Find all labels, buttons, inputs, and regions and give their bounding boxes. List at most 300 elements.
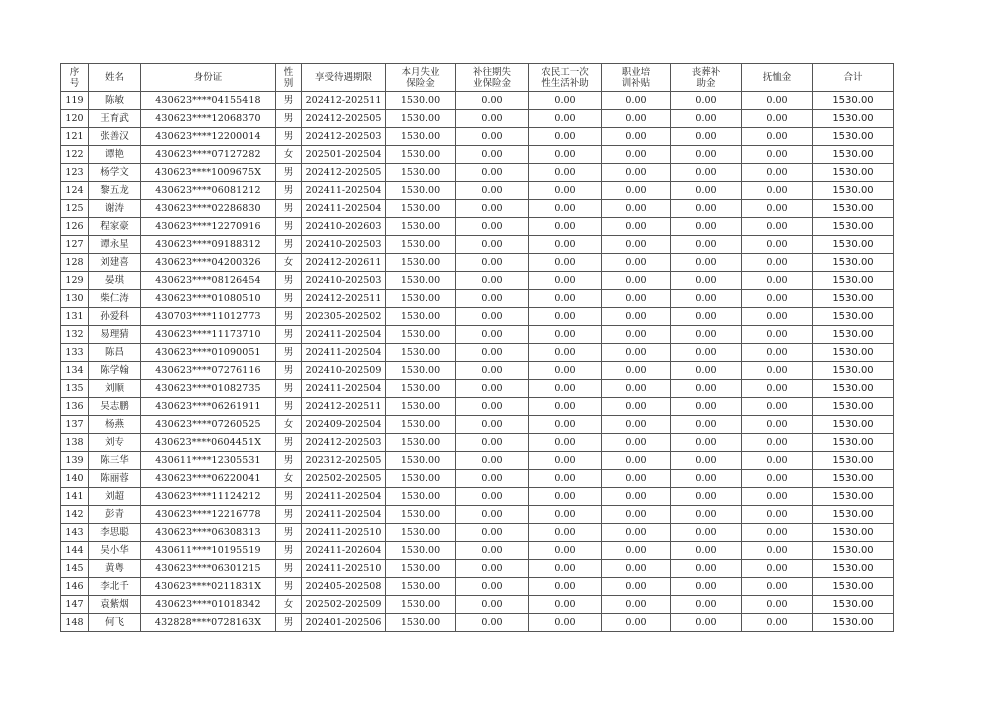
person-name: 何飞 — [89, 614, 141, 632]
benefit-period: 202411-202504 — [302, 200, 386, 218]
person-name: 彭青 — [89, 506, 141, 524]
row-total: 1530.00 — [813, 200, 894, 218]
monthly-benefit: 1530.00 — [386, 200, 456, 218]
header-col-index: 序 号 — [61, 64, 89, 92]
monthly-benefit: 1530.00 — [386, 182, 456, 200]
id-number: 430623****0211831X — [141, 578, 276, 596]
pension: 0.00 — [742, 254, 813, 272]
row-total: 1530.00 — [813, 236, 894, 254]
gender: 男 — [276, 488, 302, 506]
migrant-subsidy: 0.00 — [529, 326, 602, 344]
gender: 男 — [276, 524, 302, 542]
monthly-benefit: 1530.00 — [386, 92, 456, 110]
row-total: 1530.00 — [813, 344, 894, 362]
id-number: 430623****06301215 — [141, 560, 276, 578]
back-benefit: 0.00 — [456, 272, 529, 290]
back-benefit: 0.00 — [456, 488, 529, 506]
pension: 0.00 — [742, 344, 813, 362]
monthly-benefit: 1530.00 — [386, 326, 456, 344]
row-index: 147 — [61, 596, 89, 614]
back-benefit: 0.00 — [456, 506, 529, 524]
row-index: 140 — [61, 470, 89, 488]
table-row — [61, 200, 894, 218]
person-name: 袁紫烟 — [89, 596, 141, 614]
row-total: 1530.00 — [813, 182, 894, 200]
row-total: 1530.00 — [813, 218, 894, 236]
funeral-subsidy: 0.00 — [671, 200, 742, 218]
migrant-subsidy: 0.00 — [529, 614, 602, 632]
row-index: 141 — [61, 488, 89, 506]
monthly-benefit: 1530.00 — [386, 164, 456, 182]
pension: 0.00 — [742, 578, 813, 596]
person-name: 谭永星 — [89, 236, 141, 254]
table-row — [61, 596, 894, 614]
monthly-benefit: 1530.00 — [386, 434, 456, 452]
table-row — [61, 272, 894, 290]
back-benefit: 0.00 — [456, 434, 529, 452]
pension: 0.00 — [742, 164, 813, 182]
id-number: 430623****12200014 — [141, 128, 276, 146]
row-index: 135 — [61, 380, 89, 398]
pension: 0.00 — [742, 272, 813, 290]
benefit-period: 202411-202504 — [302, 182, 386, 200]
gender: 女 — [276, 146, 302, 164]
gender: 女 — [276, 254, 302, 272]
migrant-subsidy: 0.00 — [529, 470, 602, 488]
migrant-subsidy: 0.00 — [529, 578, 602, 596]
migrant-subsidy: 0.00 — [529, 200, 602, 218]
id-number: 430623****07260525 — [141, 416, 276, 434]
header-row — [61, 64, 894, 92]
monthly-benefit: 1530.00 — [386, 362, 456, 380]
migrant-subsidy: 0.00 — [529, 560, 602, 578]
pension: 0.00 — [742, 236, 813, 254]
migrant-subsidy: 0.00 — [529, 362, 602, 380]
pension: 0.00 — [742, 614, 813, 632]
funeral-subsidy: 0.00 — [671, 434, 742, 452]
pension: 0.00 — [742, 542, 813, 560]
table-row — [61, 218, 894, 236]
pension: 0.00 — [742, 398, 813, 416]
header-col-gender: 性 别 — [276, 64, 302, 92]
person-name: 陈敏 — [89, 92, 141, 110]
training-subsidy: 0.00 — [602, 434, 671, 452]
table-row — [61, 182, 894, 200]
training-subsidy: 0.00 — [602, 470, 671, 488]
training-subsidy: 0.00 — [602, 578, 671, 596]
training-subsidy: 0.00 — [602, 416, 671, 434]
person-name: 杨学文 — [89, 164, 141, 182]
pension: 0.00 — [742, 416, 813, 434]
table-row — [61, 578, 894, 596]
monthly-benefit: 1530.00 — [386, 524, 456, 542]
training-subsidy: 0.00 — [602, 380, 671, 398]
back-benefit: 0.00 — [456, 254, 529, 272]
row-index: 121 — [61, 128, 89, 146]
migrant-subsidy: 0.00 — [529, 164, 602, 182]
table-row — [61, 452, 894, 470]
training-subsidy: 0.00 — [602, 164, 671, 182]
migrant-subsidy: 0.00 — [529, 146, 602, 164]
funeral-subsidy: 0.00 — [671, 272, 742, 290]
person-name: 刘建喜 — [89, 254, 141, 272]
benefit-period: 202412-202503 — [302, 128, 386, 146]
person-name: 陈昌 — [89, 344, 141, 362]
migrant-subsidy: 0.00 — [529, 524, 602, 542]
row-total: 1530.00 — [813, 506, 894, 524]
person-name: 陈丽蓉 — [89, 470, 141, 488]
id-number: 430623****01090051 — [141, 344, 276, 362]
row-total: 1530.00 — [813, 146, 894, 164]
benefit-period: 202410-202509 — [302, 362, 386, 380]
back-benefit: 0.00 — [456, 218, 529, 236]
funeral-subsidy: 0.00 — [671, 92, 742, 110]
row-index: 133 — [61, 344, 89, 362]
gender: 男 — [276, 380, 302, 398]
pension: 0.00 — [742, 506, 813, 524]
pension: 0.00 — [742, 488, 813, 506]
training-subsidy: 0.00 — [602, 182, 671, 200]
person-name: 刘超 — [89, 488, 141, 506]
table-row — [61, 326, 894, 344]
table-row — [61, 398, 894, 416]
id-number: 430623****12216778 — [141, 506, 276, 524]
person-name: 杨燕 — [89, 416, 141, 434]
id-number: 430611****12305531 — [141, 452, 276, 470]
benefit-period: 202411-202504 — [302, 488, 386, 506]
pension: 0.00 — [742, 452, 813, 470]
pension: 0.00 — [742, 596, 813, 614]
training-subsidy: 0.00 — [602, 398, 671, 416]
gender: 男 — [276, 542, 302, 560]
funeral-subsidy: 0.00 — [671, 362, 742, 380]
benefit-period: 202412-202511 — [302, 398, 386, 416]
row-index: 145 — [61, 560, 89, 578]
monthly-benefit: 1530.00 — [386, 110, 456, 128]
migrant-subsidy: 0.00 — [529, 596, 602, 614]
gender: 男 — [276, 560, 302, 578]
row-total: 1530.00 — [813, 290, 894, 308]
benefit-period: 202411-202510 — [302, 524, 386, 542]
row-index: 146 — [61, 578, 89, 596]
benefit-period: 202411-202504 — [302, 326, 386, 344]
row-index: 132 — [61, 326, 89, 344]
table-row — [61, 560, 894, 578]
header-col-training-subsidy: 职业培 训补贴 — [602, 64, 671, 92]
person-name: 谢涛 — [89, 200, 141, 218]
funeral-subsidy: 0.00 — [671, 254, 742, 272]
row-total: 1530.00 — [813, 434, 894, 452]
gender: 男 — [276, 182, 302, 200]
gender: 男 — [276, 272, 302, 290]
row-index: 124 — [61, 182, 89, 200]
gender: 男 — [276, 164, 302, 182]
monthly-benefit: 1530.00 — [386, 578, 456, 596]
back-benefit: 0.00 — [456, 398, 529, 416]
training-subsidy: 0.00 — [602, 308, 671, 326]
pension: 0.00 — [742, 380, 813, 398]
person-name: 黄粤 — [89, 560, 141, 578]
back-benefit: 0.00 — [456, 128, 529, 146]
migrant-subsidy: 0.00 — [529, 182, 602, 200]
gender: 女 — [276, 470, 302, 488]
row-index: 126 — [61, 218, 89, 236]
row-total: 1530.00 — [813, 524, 894, 542]
person-name: 柴仁涛 — [89, 290, 141, 308]
row-total: 1530.00 — [813, 578, 894, 596]
funeral-subsidy: 0.00 — [671, 614, 742, 632]
back-benefit: 0.00 — [456, 560, 529, 578]
migrant-subsidy: 0.00 — [529, 308, 602, 326]
gender: 男 — [276, 398, 302, 416]
pension: 0.00 — [742, 218, 813, 236]
back-benefit: 0.00 — [456, 344, 529, 362]
table-row — [61, 308, 894, 326]
person-name: 孙爱科 — [89, 308, 141, 326]
monthly-benefit: 1530.00 — [386, 614, 456, 632]
migrant-subsidy: 0.00 — [529, 344, 602, 362]
id-number: 430623****04200326 — [141, 254, 276, 272]
header-col-back-benefit: 补往期失 业保险金 — [456, 64, 529, 92]
training-subsidy: 0.00 — [602, 146, 671, 164]
pension: 0.00 — [742, 92, 813, 110]
back-benefit: 0.00 — [456, 326, 529, 344]
monthly-benefit: 1530.00 — [386, 488, 456, 506]
training-subsidy: 0.00 — [602, 542, 671, 560]
gender: 男 — [276, 452, 302, 470]
table-row — [61, 254, 894, 272]
id-number: 430623****0604451X — [141, 434, 276, 452]
row-total: 1530.00 — [813, 470, 894, 488]
id-number: 430623****06261911 — [141, 398, 276, 416]
monthly-benefit: 1530.00 — [386, 506, 456, 524]
benefit-period: 202502-202505 — [302, 470, 386, 488]
benefit-period: 202411-202510 — [302, 560, 386, 578]
funeral-subsidy: 0.00 — [671, 596, 742, 614]
row-index: 129 — [61, 272, 89, 290]
gender: 男 — [276, 326, 302, 344]
monthly-benefit: 1530.00 — [386, 380, 456, 398]
back-benefit: 0.00 — [456, 308, 529, 326]
id-number: 430623****04155418 — [141, 92, 276, 110]
table-row — [61, 290, 894, 308]
gender: 男 — [276, 236, 302, 254]
gender: 男 — [276, 434, 302, 452]
pension: 0.00 — [742, 146, 813, 164]
training-subsidy: 0.00 — [602, 488, 671, 506]
benefit-period: 202412-202611 — [302, 254, 386, 272]
funeral-subsidy: 0.00 — [671, 578, 742, 596]
migrant-subsidy: 0.00 — [529, 236, 602, 254]
migrant-subsidy: 0.00 — [529, 416, 602, 434]
id-number: 430623****02286830 — [141, 200, 276, 218]
row-index: 130 — [61, 290, 89, 308]
table-row — [61, 416, 894, 434]
back-benefit: 0.00 — [456, 470, 529, 488]
training-subsidy: 0.00 — [602, 254, 671, 272]
row-total: 1530.00 — [813, 416, 894, 434]
pension: 0.00 — [742, 524, 813, 542]
row-total: 1530.00 — [813, 326, 894, 344]
id-number: 430623****01080510 — [141, 290, 276, 308]
migrant-subsidy: 0.00 — [529, 380, 602, 398]
header-col-funeral-subsidy: 丧葬补 助金 — [671, 64, 742, 92]
funeral-subsidy: 0.00 — [671, 398, 742, 416]
id-number: 430623****08126454 — [141, 272, 276, 290]
table-row — [61, 146, 894, 164]
funeral-subsidy: 0.00 — [671, 110, 742, 128]
row-index: 136 — [61, 398, 89, 416]
header-col-name: 姓名 — [89, 64, 141, 92]
gender: 男 — [276, 92, 302, 110]
row-index: 131 — [61, 308, 89, 326]
row-index: 123 — [61, 164, 89, 182]
table-row — [61, 488, 894, 506]
benefit-period: 202412-202511 — [302, 92, 386, 110]
table-row — [61, 344, 894, 362]
person-name: 晏琪 — [89, 272, 141, 290]
pension: 0.00 — [742, 128, 813, 146]
funeral-subsidy: 0.00 — [671, 236, 742, 254]
funeral-subsidy: 0.00 — [671, 344, 742, 362]
training-subsidy: 0.00 — [602, 200, 671, 218]
id-number: 430623****11173710 — [141, 326, 276, 344]
person-name: 王育武 — [89, 110, 141, 128]
back-benefit: 0.00 — [456, 578, 529, 596]
row-total: 1530.00 — [813, 110, 894, 128]
table-row — [61, 434, 894, 452]
funeral-subsidy: 0.00 — [671, 416, 742, 434]
table-row — [61, 164, 894, 182]
funeral-subsidy: 0.00 — [671, 380, 742, 398]
gender: 男 — [276, 128, 302, 146]
migrant-subsidy: 0.00 — [529, 254, 602, 272]
id-number: 430623****07276116 — [141, 362, 276, 380]
back-benefit: 0.00 — [456, 416, 529, 434]
header-col-benefit-period: 享受待遇期限 — [302, 64, 386, 92]
row-index: 148 — [61, 614, 89, 632]
benefit-period: 202410-202503 — [302, 236, 386, 254]
payment-table — [60, 63, 894, 632]
table-row — [61, 128, 894, 146]
header-col-migrant-subsidy: 农民工一次 性生活补助 — [529, 64, 602, 92]
back-benefit: 0.00 — [456, 452, 529, 470]
person-name: 李北千 — [89, 578, 141, 596]
table-row — [61, 470, 894, 488]
row-index: 134 — [61, 362, 89, 380]
row-total: 1530.00 — [813, 362, 894, 380]
table-row — [61, 506, 894, 524]
benefit-period: 202412-202503 — [302, 434, 386, 452]
id-number: 430623****01018342 — [141, 596, 276, 614]
benefit-period: 202410-202603 — [302, 218, 386, 236]
monthly-benefit: 1530.00 — [386, 272, 456, 290]
gender: 男 — [276, 308, 302, 326]
id-number: 430623****06220041 — [141, 470, 276, 488]
row-total: 1530.00 — [813, 488, 894, 506]
migrant-subsidy: 0.00 — [529, 506, 602, 524]
back-benefit: 0.00 — [456, 146, 529, 164]
funeral-subsidy: 0.00 — [671, 560, 742, 578]
row-index: 119 — [61, 92, 89, 110]
row-total: 1530.00 — [813, 164, 894, 182]
table-row — [61, 92, 894, 110]
id-number: 430623****06081212 — [141, 182, 276, 200]
row-index: 125 — [61, 200, 89, 218]
row-total: 1530.00 — [813, 308, 894, 326]
training-subsidy: 0.00 — [602, 290, 671, 308]
monthly-benefit: 1530.00 — [386, 542, 456, 560]
table-row — [61, 110, 894, 128]
monthly-benefit: 1530.00 — [386, 128, 456, 146]
person-name: 谭艳 — [89, 146, 141, 164]
table-row — [61, 362, 894, 380]
row-index: 142 — [61, 506, 89, 524]
gender: 男 — [276, 614, 302, 632]
benefit-period: 202401-202506 — [302, 614, 386, 632]
funeral-subsidy: 0.00 — [671, 218, 742, 236]
gender: 男 — [276, 218, 302, 236]
training-subsidy: 0.00 — [602, 560, 671, 578]
monthly-benefit: 1530.00 — [386, 236, 456, 254]
benefit-period: 202502-202509 — [302, 596, 386, 614]
funeral-subsidy: 0.00 — [671, 488, 742, 506]
row-index: 127 — [61, 236, 89, 254]
pension: 0.00 — [742, 200, 813, 218]
migrant-subsidy: 0.00 — [529, 272, 602, 290]
id-number: 430623****11124212 — [141, 488, 276, 506]
migrant-subsidy: 0.00 — [529, 92, 602, 110]
row-index: 122 — [61, 146, 89, 164]
row-total: 1530.00 — [813, 92, 894, 110]
row-total: 1530.00 — [813, 614, 894, 632]
back-benefit: 0.00 — [456, 92, 529, 110]
benefit-period: 202411-202504 — [302, 344, 386, 362]
benefit-period: 202412-202505 — [302, 110, 386, 128]
id-number: 430623****12068370 — [141, 110, 276, 128]
row-index: 138 — [61, 434, 89, 452]
training-subsidy: 0.00 — [602, 92, 671, 110]
benefit-period: 202305-202502 — [302, 308, 386, 326]
benefit-period: 202410-202503 — [302, 272, 386, 290]
id-number: 430703****11012773 — [141, 308, 276, 326]
row-total: 1530.00 — [813, 128, 894, 146]
pension: 0.00 — [742, 470, 813, 488]
gender: 男 — [276, 200, 302, 218]
funeral-subsidy: 0.00 — [671, 506, 742, 524]
monthly-benefit: 1530.00 — [386, 398, 456, 416]
person-name: 易理猜 — [89, 326, 141, 344]
migrant-subsidy: 0.00 — [529, 128, 602, 146]
pension: 0.00 — [742, 560, 813, 578]
header-col-pension: 抚恤金 — [742, 64, 813, 92]
benefit-period: 202411-202604 — [302, 542, 386, 560]
monthly-benefit: 1530.00 — [386, 146, 456, 164]
header-col-total: 合计 — [813, 64, 894, 92]
funeral-subsidy: 0.00 — [671, 452, 742, 470]
row-index: 139 — [61, 452, 89, 470]
funeral-subsidy: 0.00 — [671, 164, 742, 182]
back-benefit: 0.00 — [456, 596, 529, 614]
training-subsidy: 0.00 — [602, 362, 671, 380]
benefit-period: 202411-202504 — [302, 506, 386, 524]
funeral-subsidy: 0.00 — [671, 182, 742, 200]
row-total: 1530.00 — [813, 254, 894, 272]
row-index: 143 — [61, 524, 89, 542]
table-row — [61, 236, 894, 254]
funeral-subsidy: 0.00 — [671, 308, 742, 326]
training-subsidy: 0.00 — [602, 596, 671, 614]
